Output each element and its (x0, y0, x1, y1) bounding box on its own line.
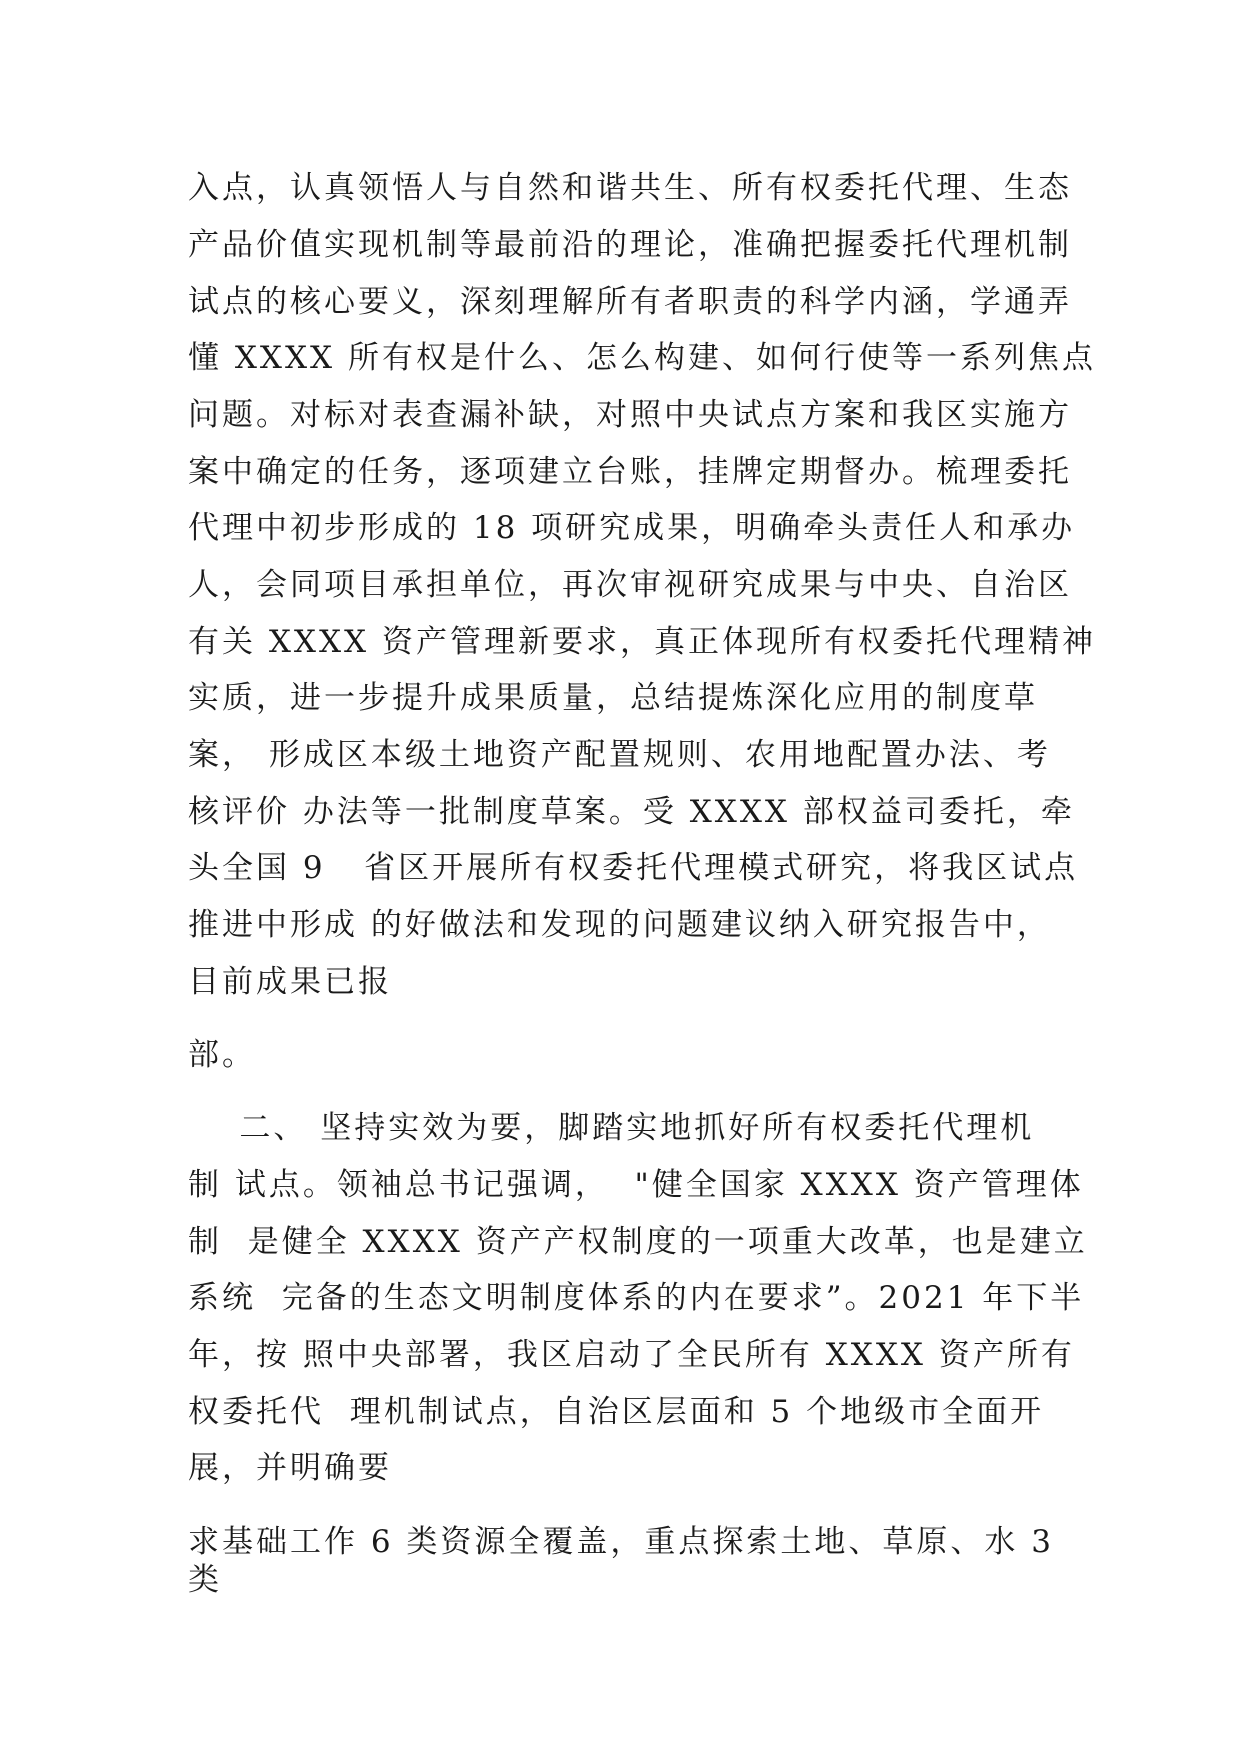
text-line: 案， 形成区本级土地资产配置规则、农用地配置办法、考 (188, 737, 1051, 773)
text-line: 制 试点。领袖总书记强调， "健全国家 XXXX 资产管理体 (188, 1167, 1084, 1203)
text-line: 类 (188, 1562, 222, 1598)
text-line: 头全国 9 省区开展所有权委托代理模式研究，将我区试点 (188, 850, 1079, 886)
text-line: 核评价 办法等一批制度草案。受 XXXX 部权益司委托，牵 (188, 794, 1075, 830)
text-line: 目前成果已报 (188, 964, 392, 1000)
text-line: 产品价值实现机制等最前沿的理论，准确把握委托代理机制 (188, 227, 1072, 263)
text-line: 展，并明确要 (188, 1450, 392, 1486)
text-line: 年，按 照中央部署，我区启动了全民所有 XXXX 资产所有 (188, 1337, 1075, 1373)
text-line: 人，会同项目承担单位，再次审视研究成果与中央、自治区 (188, 567, 1072, 603)
text-line: 推进中形成 的好做法和发现的问题建议纳入研究报告中， (188, 907, 1051, 943)
text-line: 有关 XXXX 资产管理新要求，真正体现所有权委托代理精神 (188, 624, 1096, 660)
text-line: 求基础工作 6 类资源全覆盖，重点探索土地、草原、水 3 (188, 1524, 1055, 1560)
text-line: 系统 完备的生态文明制度体系的内在要求”。2021 年下半 (188, 1280, 1085, 1316)
text-line: 实质，进一步提升成果质量，总结提炼深化应用的制度草 (188, 680, 1038, 716)
text-line: 试点的核心要义，深刻理解所有者职责的科学内涵，学通弄 (188, 284, 1072, 320)
text-line: 二、 坚持实效为要，脚踏实地抓好所有权委托代理机 (188, 1110, 1035, 1146)
text-line: 问题。对标对表查漏补缺，对照中央试点方案和我区实施方 (188, 397, 1072, 433)
text-line: 案中确定的任务，逐项建立台账，挂牌定期督办。梳理委托 (188, 454, 1072, 490)
text-line: 权委托代 理机制试点，自治区层面和 5 个地级市全面开 (188, 1394, 1045, 1430)
text-line: 代理中初步形成的 18 项研究成果，明确牵头责任人和承办 (188, 510, 1076, 546)
text-line: 制 是健全 XXXX 资产产权制度的一项重大改革，也是建立 (188, 1224, 1088, 1260)
text-line: 入点，认真领悟人与自然和谐共生、所有权委托代理、生态 (188, 170, 1072, 206)
text-line: 懂 XXXX 所有权是什么、怎么构建、如何行使等一系列焦点 (188, 340, 1096, 376)
text-line: 部。 (188, 1037, 256, 1073)
